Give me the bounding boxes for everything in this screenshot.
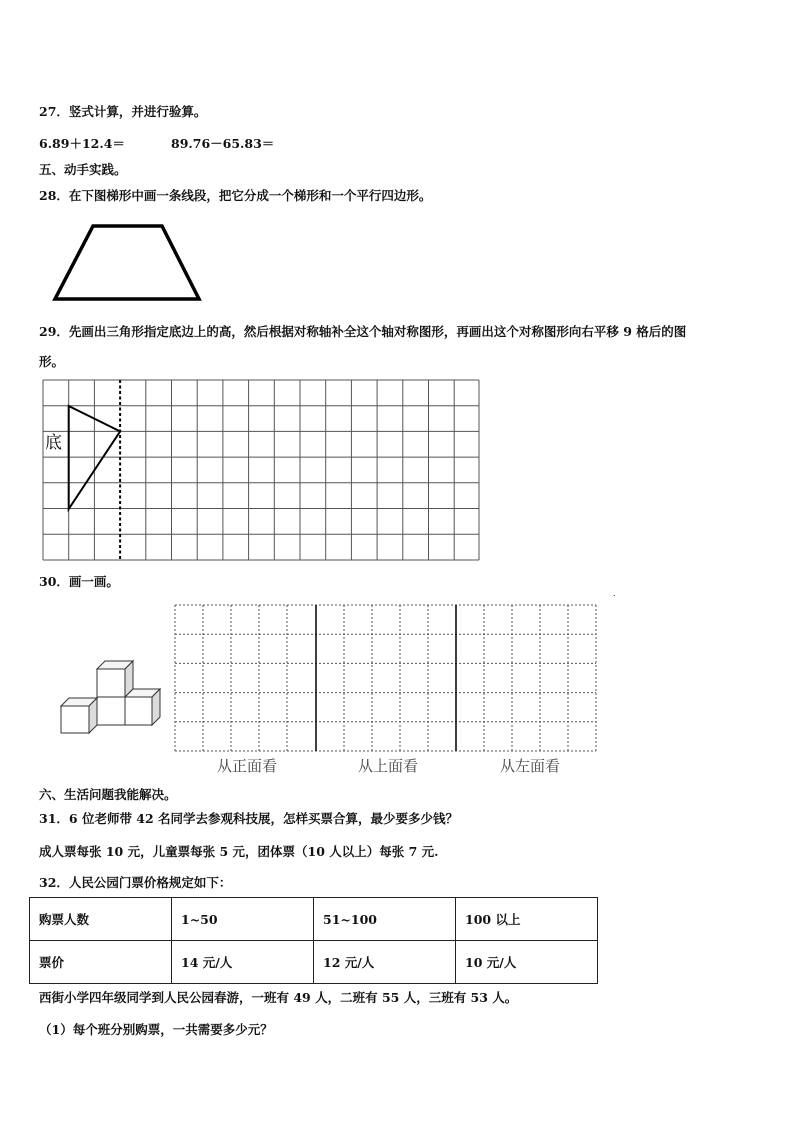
cube-front-face	[97, 669, 125, 697]
q29-grid-lines	[43, 380, 479, 560]
q31-title: 31．6 位老师带 42 名同学去参观科技展，怎样买票合算，最少要多少钱？	[39, 811, 459, 826]
q30-title: 30．画一画。	[39, 574, 119, 589]
q28-title: 28．在下图梯形中画一条线段，把它分成一个梯形和一个平行四边形。	[39, 188, 432, 203]
q32-price-table	[29, 897, 598, 984]
q27-title: 27．竖式计算，并进行验算。	[39, 104, 207, 119]
q32-subquestion-1: （1）每个班分别购票，一共需要多少元？	[39, 1022, 273, 1037]
q30-view-top-label: 从上面看	[358, 757, 419, 775]
q32-title: 32．人民公园门票价格规定如下：	[39, 875, 232, 890]
table-cell: 票价	[30, 941, 172, 984]
table-cell: 51~100	[314, 898, 456, 941]
stray-dot: .	[613, 589, 616, 598]
section-5-heading: 五、动手实践。	[39, 162, 127, 177]
q29-base-label: 底	[45, 433, 62, 453]
q30-cube-stack	[58, 657, 168, 747]
table-cell: 10 元/人	[456, 941, 598, 984]
table-row	[30, 941, 598, 984]
table-cell: 12 元/人	[314, 941, 456, 984]
q27-expression-1: 6.89＋12.4＝	[39, 136, 125, 151]
q30-view-grids[interactable]	[174, 604, 600, 754]
section-6-heading: 六、生活问题我能解决。	[39, 787, 177, 802]
trapezoid	[55, 226, 199, 299]
q32-context: 西街小学四年级同学到人民公园春游，一班有 49 人，二班有 55 人，三班有 53 人。	[39, 990, 518, 1005]
q30-view-left-label: 从左面看	[500, 757, 561, 775]
q31-prices: 成人票每张 10 元，儿童票每张 5 元，团体票（10 人以上）每张 7 元.	[39, 844, 439, 859]
table-cell: 1~50	[172, 898, 314, 941]
q29-grid-figure[interactable]	[42, 379, 482, 563]
table-cell: 100 以上	[456, 898, 598, 941]
q30-view-front-label: 从正面看	[217, 757, 278, 775]
q27-expression-2: 89.76－65.83＝	[171, 136, 275, 151]
table-cell: 14 元/人	[172, 941, 314, 984]
q30-grid-dashes	[175, 605, 596, 751]
table-row	[30, 898, 598, 941]
table-cell: 购票人数	[30, 898, 172, 941]
q29-title-line-2: 形。	[39, 354, 65, 369]
q29-title-line-1: 29．先画出三角形指定底边上的高，然后根据对称轴补全这个轴对称图形，再画出这个对称图形向右平移 9 格后的图	[39, 324, 687, 339]
